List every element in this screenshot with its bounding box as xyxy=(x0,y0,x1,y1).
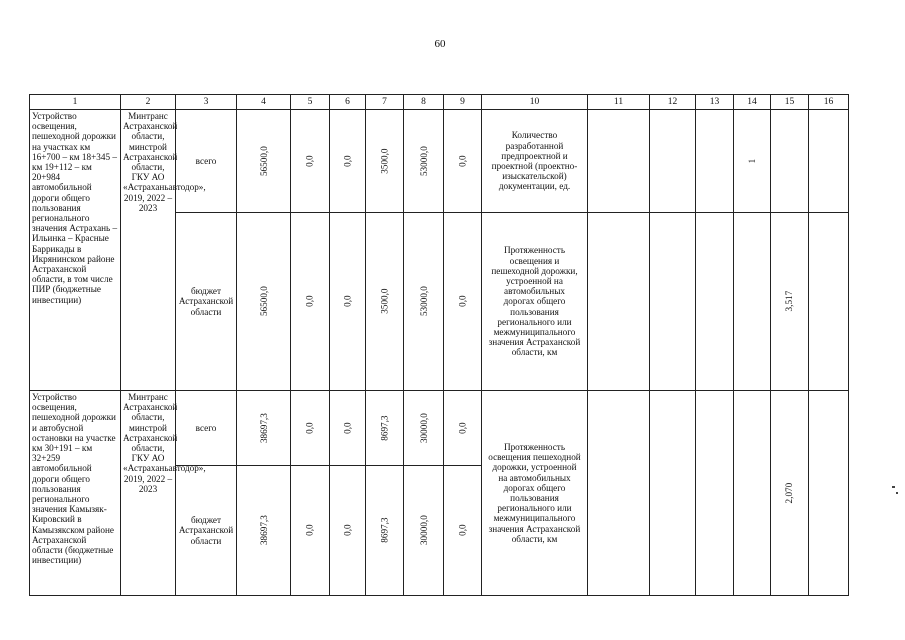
value-cell xyxy=(366,391,404,466)
value-text: 56500,0 xyxy=(258,146,269,176)
indicator-description: Количество разработанной предпроектной и проектной (проектно-изыскательской) документации, ед. xyxy=(482,110,588,213)
column-number: 11 xyxy=(588,95,650,110)
column-number: 5 xyxy=(291,95,330,110)
value-cell xyxy=(404,213,444,391)
value-text: 3500,0 xyxy=(379,148,390,174)
scan-speck xyxy=(896,492,898,494)
value-cell xyxy=(291,466,330,596)
value-cell xyxy=(330,213,366,391)
value-cell xyxy=(291,110,330,213)
value-text: 38697,3 xyxy=(258,515,269,546)
column-number: 15 xyxy=(771,95,809,110)
value-text: 53000,0 xyxy=(418,286,429,317)
column-number: 4 xyxy=(237,95,291,110)
measures-table xyxy=(29,94,849,596)
value-text: 0,0 xyxy=(304,422,315,434)
column-number: 3 xyxy=(176,95,237,110)
funding-source: бюджет Астраханской области xyxy=(176,213,237,391)
empty-cell xyxy=(650,213,696,391)
column-number: 9 xyxy=(444,95,482,110)
value-cell xyxy=(444,213,482,391)
column-number: 13 xyxy=(696,95,734,110)
column-number: 14 xyxy=(734,95,771,110)
indicator-description: Протяженность освещения и пешеходной дорожки, устроенной на автомобильных дорогах общего пользования регионального или межмуниципального значения Астраханской области, км xyxy=(482,213,588,391)
value-cell xyxy=(366,466,404,596)
empty-cell xyxy=(809,391,849,596)
value-text: 8697,3 xyxy=(379,517,390,544)
funding-source: всего xyxy=(176,110,237,213)
funding-source: бюджет Астраханской области xyxy=(176,466,237,596)
column-numbers-row xyxy=(30,95,849,110)
value-text: 0,0 xyxy=(304,295,315,308)
value-cell xyxy=(237,466,291,596)
value-cell xyxy=(330,391,366,466)
value-cell xyxy=(237,110,291,213)
value-cell xyxy=(330,110,366,213)
value-cell xyxy=(291,213,330,391)
empty-cell xyxy=(650,391,696,596)
table-row xyxy=(30,391,849,466)
column-number: 2 xyxy=(121,95,176,110)
table-row xyxy=(30,110,849,213)
empty-cell xyxy=(588,213,650,391)
empty-cell xyxy=(809,110,849,213)
value-cell xyxy=(237,213,291,391)
value-text: 3,517 xyxy=(784,291,795,312)
funding-source: всего xyxy=(176,391,237,466)
column-number: 10 xyxy=(482,95,588,110)
value-text: 56500,0 xyxy=(258,286,269,317)
value-text: 3500,0 xyxy=(379,288,390,315)
value-text: 1 xyxy=(746,158,757,164)
empty-cell xyxy=(650,110,696,213)
empty-cell xyxy=(734,213,771,391)
value-text: 2,070 xyxy=(784,482,795,504)
empty-cell xyxy=(588,110,650,213)
column-number: 1 xyxy=(30,95,121,110)
value-cell xyxy=(734,110,771,213)
indicator-description: Протяженность освещения пешеходной дорожки, устроенной на автомобильных дорогах общего пользования регионального или межмуниципального значения Астраханской области, км xyxy=(482,391,588,596)
value-text: 0,0 xyxy=(457,524,468,537)
value-text: 0,0 xyxy=(342,295,353,308)
empty-cell xyxy=(771,110,809,213)
value-cell xyxy=(366,213,404,391)
value-text: 0,0 xyxy=(457,422,468,434)
value-text: 8697,3 xyxy=(379,415,390,441)
empty-cell xyxy=(696,110,734,213)
value-cell xyxy=(404,110,444,213)
value-text: 0,0 xyxy=(342,155,353,167)
value-text: 0,0 xyxy=(457,155,468,167)
column-number: 7 xyxy=(366,95,404,110)
value-cell xyxy=(444,391,482,466)
value-cell xyxy=(237,391,291,466)
value-cell xyxy=(444,466,482,596)
value-cell xyxy=(771,391,809,596)
value-text: 0,0 xyxy=(342,524,353,537)
empty-cell xyxy=(588,391,650,596)
value-text: 38697,3 xyxy=(258,413,269,443)
value-cell xyxy=(330,466,366,596)
page-number: 60 xyxy=(434,38,446,50)
value-cell xyxy=(771,213,809,391)
value-text: 0,0 xyxy=(304,155,315,167)
empty-cell xyxy=(734,391,771,596)
value-text: 53000,0 xyxy=(418,146,429,176)
column-number: 12 xyxy=(650,95,696,110)
empty-cell xyxy=(696,391,734,596)
value-text: 0,0 xyxy=(457,295,468,308)
value-cell xyxy=(444,110,482,213)
value-cell xyxy=(291,391,330,466)
value-text: 30000,0 xyxy=(418,515,429,546)
scan-speck xyxy=(892,486,895,488)
value-text: 30000,0 xyxy=(418,413,429,443)
value-cell xyxy=(404,466,444,596)
column-number: 16 xyxy=(809,95,849,110)
value-cell xyxy=(366,110,404,213)
value-text: 0,0 xyxy=(342,422,353,434)
value-text: 0,0 xyxy=(304,524,315,537)
measure-name: Устройство освещения, пешеходной дорожки на участках км 16+700 – км 18+345 – км 19+112 – км 20+984 автомобильной дороги общего пользования регионального значения Астрахань – Ильинка – Красные Баррикады в Икрянинском районе Астраханской области, в том числе ПИР (бюджетные инвестиции) xyxy=(30,110,121,391)
empty-cell xyxy=(696,213,734,391)
column-number: 8 xyxy=(404,95,444,110)
value-cell xyxy=(404,391,444,466)
column-number: 6 xyxy=(330,95,366,110)
executor: Минтранс Астраханской области, минстрой Астраханской области, ГКУ АО «Астраханьавтодор», 2019, 2022 – 2023 xyxy=(121,110,176,391)
executor: Минтранс Астраханской области, минстрой Астраханской области, ГКУ АО «Астраханьавтодор», 2019, 2022 – 2023 xyxy=(121,391,176,596)
measure-name: Устройство освещения, пешеходной дорожки и автобусной остановки на участке км 30+191 – км 32+259 автомобильной дороги общего пользования регионального значения Камызяк-Кировский в Камызякском районе Астраханской области (бюджетные инвестиции) xyxy=(30,391,121,596)
empty-cell xyxy=(809,213,849,391)
